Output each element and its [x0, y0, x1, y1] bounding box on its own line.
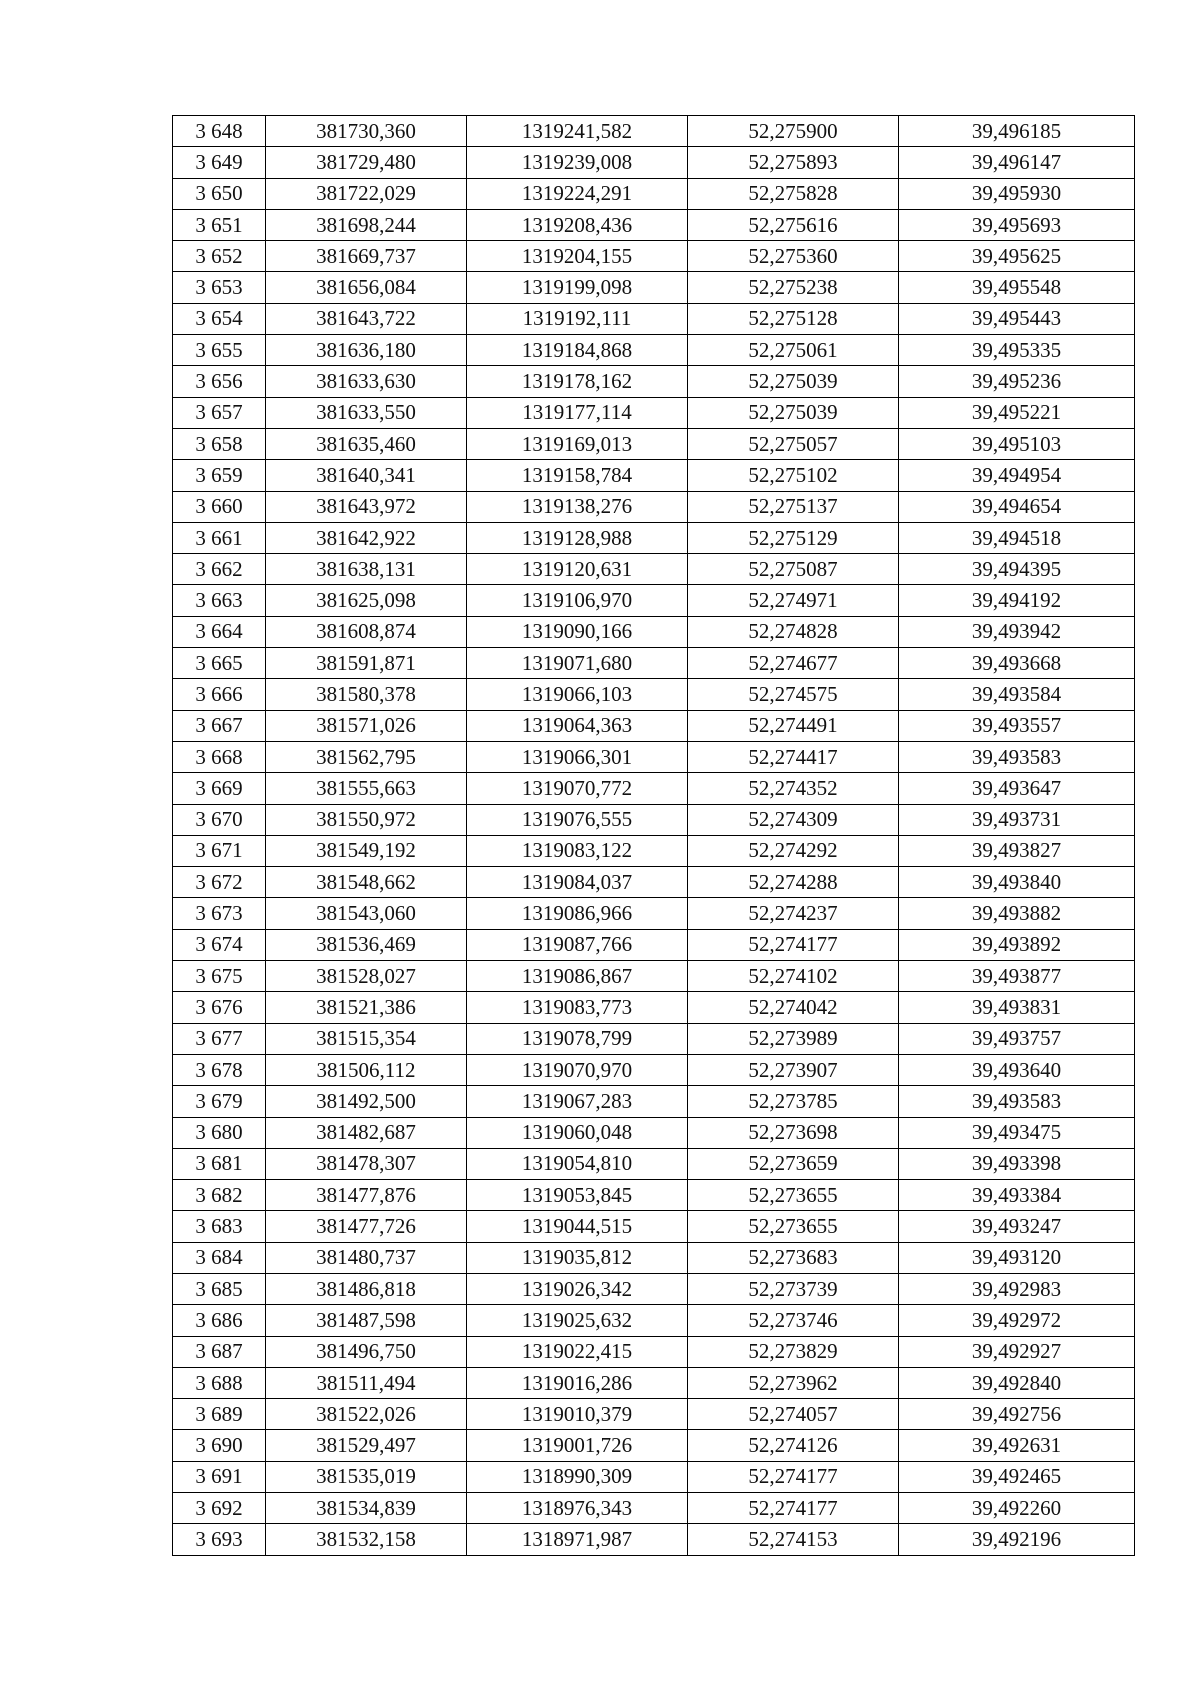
longitude-cell: 39,493942 [899, 616, 1135, 647]
y-coordinate-cell: 1319071,680 [467, 648, 688, 679]
coordinates-table [172, 115, 1135, 1556]
latitude-cell: 52,273962 [688, 1367, 899, 1398]
x-coordinate-cell: 381529,497 [266, 1430, 467, 1461]
point-number-cell: 3 659 [173, 460, 266, 491]
latitude-cell: 52,275039 [688, 366, 899, 397]
latitude-cell: 52,274042 [688, 992, 899, 1023]
latitude-cell: 52,274417 [688, 741, 899, 772]
point-number-cell: 3 661 [173, 522, 266, 553]
y-coordinate-cell: 1319060,048 [467, 1117, 688, 1148]
y-coordinate-cell: 1319204,155 [467, 241, 688, 272]
x-coordinate-cell: 381480,737 [266, 1242, 467, 1273]
table-row [173, 1086, 1135, 1117]
longitude-cell: 39,492983 [899, 1273, 1135, 1304]
x-coordinate-cell: 381478,307 [266, 1148, 467, 1179]
x-coordinate-cell: 381608,874 [266, 616, 467, 647]
y-coordinate-cell: 1319086,966 [467, 898, 688, 929]
point-number-cell: 3 660 [173, 491, 266, 522]
table-row [173, 929, 1135, 960]
x-coordinate-cell: 381698,244 [266, 209, 467, 240]
latitude-cell: 52,275129 [688, 522, 899, 553]
y-coordinate-cell: 1318976,343 [467, 1493, 688, 1524]
latitude-cell: 52,275616 [688, 209, 899, 240]
y-coordinate-cell: 1319158,784 [467, 460, 688, 491]
y-coordinate-cell: 1319054,810 [467, 1148, 688, 1179]
longitude-cell: 39,493475 [899, 1117, 1135, 1148]
x-coordinate-cell: 381633,630 [266, 366, 467, 397]
point-number-cell: 3 682 [173, 1180, 266, 1211]
point-number-cell: 3 654 [173, 303, 266, 334]
latitude-cell: 52,274177 [688, 1461, 899, 1492]
table-row [173, 1180, 1135, 1211]
point-number-cell: 3 656 [173, 366, 266, 397]
latitude-cell: 52,273739 [688, 1273, 899, 1304]
x-coordinate-cell: 381496,750 [266, 1336, 467, 1367]
x-coordinate-cell: 381580,378 [266, 679, 467, 710]
longitude-cell: 39,494954 [899, 460, 1135, 491]
latitude-cell: 52,274153 [688, 1524, 899, 1555]
longitude-cell: 39,493398 [899, 1148, 1135, 1179]
latitude-cell: 52,275128 [688, 303, 899, 334]
x-coordinate-cell: 381486,818 [266, 1273, 467, 1304]
latitude-cell: 52,274177 [688, 1493, 899, 1524]
y-coordinate-cell: 1319239,008 [467, 147, 688, 178]
point-number-cell: 3 687 [173, 1336, 266, 1367]
point-number-cell: 3 663 [173, 585, 266, 616]
table-row [173, 741, 1135, 772]
table-row [173, 616, 1135, 647]
x-coordinate-cell: 381669,737 [266, 241, 467, 272]
longitude-cell: 39,494654 [899, 491, 1135, 522]
table-row [173, 303, 1135, 334]
longitude-cell: 39,496147 [899, 147, 1135, 178]
longitude-cell: 39,493831 [899, 992, 1135, 1023]
y-coordinate-cell: 1319001,726 [467, 1430, 688, 1461]
latitude-cell: 52,275061 [688, 335, 899, 366]
y-coordinate-cell: 1319083,773 [467, 992, 688, 1023]
point-number-cell: 3 684 [173, 1242, 266, 1273]
latitude-cell: 52,275102 [688, 460, 899, 491]
latitude-cell: 52,275057 [688, 428, 899, 459]
latitude-cell: 52,274352 [688, 773, 899, 804]
point-number-cell: 3 686 [173, 1305, 266, 1336]
latitude-cell: 52,274828 [688, 616, 899, 647]
y-coordinate-cell: 1319078,799 [467, 1023, 688, 1054]
table-row [173, 522, 1135, 553]
longitude-cell: 39,493668 [899, 648, 1135, 679]
table-row [173, 1399, 1135, 1430]
latitude-cell: 52,273698 [688, 1117, 899, 1148]
point-number-cell: 3 652 [173, 241, 266, 272]
table-row [173, 1242, 1135, 1273]
y-coordinate-cell: 1319016,286 [467, 1367, 688, 1398]
y-coordinate-cell: 1319053,845 [467, 1180, 688, 1211]
y-coordinate-cell: 1319120,631 [467, 554, 688, 585]
longitude-cell: 39,495236 [899, 366, 1135, 397]
table-row [173, 679, 1135, 710]
table-row [173, 241, 1135, 272]
point-number-cell: 3 688 [173, 1367, 266, 1398]
point-number-cell: 3 666 [173, 679, 266, 710]
x-coordinate-cell: 381550,972 [266, 804, 467, 835]
x-coordinate-cell: 381638,131 [266, 554, 467, 585]
x-coordinate-cell: 381528,027 [266, 961, 467, 992]
point-number-cell: 3 670 [173, 804, 266, 835]
table-row [173, 397, 1135, 428]
y-coordinate-cell: 1319022,415 [467, 1336, 688, 1367]
point-number-cell: 3 679 [173, 1086, 266, 1117]
table-row [173, 147, 1135, 178]
coordinates-table-body [173, 116, 1135, 1556]
longitude-cell: 39,494192 [899, 585, 1135, 616]
y-coordinate-cell: 1319070,772 [467, 773, 688, 804]
latitude-cell: 52,274309 [688, 804, 899, 835]
point-number-cell: 3 657 [173, 397, 266, 428]
latitude-cell: 52,273989 [688, 1023, 899, 1054]
longitude-cell: 39,492840 [899, 1367, 1135, 1398]
x-coordinate-cell: 381535,019 [266, 1461, 467, 1492]
point-number-cell: 3 681 [173, 1148, 266, 1179]
longitude-cell: 39,493877 [899, 961, 1135, 992]
y-coordinate-cell: 1319224,291 [467, 178, 688, 209]
latitude-cell: 52,275087 [688, 554, 899, 585]
longitude-cell: 39,493882 [899, 898, 1135, 929]
table-row [173, 366, 1135, 397]
x-coordinate-cell: 381643,722 [266, 303, 467, 334]
point-number-cell: 3 678 [173, 1054, 266, 1085]
x-coordinate-cell: 381477,876 [266, 1180, 467, 1211]
table-row [173, 835, 1135, 866]
table-row [173, 1305, 1135, 1336]
y-coordinate-cell: 1319025,632 [467, 1305, 688, 1336]
x-coordinate-cell: 381522,026 [266, 1399, 467, 1430]
longitude-cell: 39,493647 [899, 773, 1135, 804]
point-number-cell: 3 668 [173, 741, 266, 772]
latitude-cell: 52,274177 [688, 929, 899, 960]
point-number-cell: 3 653 [173, 272, 266, 303]
table-row [173, 1336, 1135, 1367]
y-coordinate-cell: 1319066,103 [467, 679, 688, 710]
x-coordinate-cell: 381549,192 [266, 835, 467, 866]
x-coordinate-cell: 381730,360 [266, 116, 467, 147]
x-coordinate-cell: 381543,060 [266, 898, 467, 929]
longitude-cell: 39,494395 [899, 554, 1135, 585]
point-number-cell: 3 664 [173, 616, 266, 647]
y-coordinate-cell: 1319076,555 [467, 804, 688, 835]
x-coordinate-cell: 381656,084 [266, 272, 467, 303]
table-row [173, 710, 1135, 741]
point-number-cell: 3 671 [173, 835, 266, 866]
longitude-cell: 39,493827 [899, 835, 1135, 866]
table-row [173, 1430, 1135, 1461]
longitude-cell: 39,492927 [899, 1336, 1135, 1367]
latitude-cell: 52,275360 [688, 241, 899, 272]
point-number-cell: 3 689 [173, 1399, 266, 1430]
x-coordinate-cell: 381633,550 [266, 397, 467, 428]
longitude-cell: 39,493731 [899, 804, 1135, 835]
latitude-cell: 52,273907 [688, 1054, 899, 1085]
y-coordinate-cell: 1319184,868 [467, 335, 688, 366]
table-row [173, 773, 1135, 804]
table-row [173, 554, 1135, 585]
x-coordinate-cell: 381477,726 [266, 1211, 467, 1242]
y-coordinate-cell: 1319087,766 [467, 929, 688, 960]
longitude-cell: 39,493584 [899, 679, 1135, 710]
latitude-cell: 52,274491 [688, 710, 899, 741]
y-coordinate-cell: 1319192,111 [467, 303, 688, 334]
y-coordinate-cell: 1319086,867 [467, 961, 688, 992]
latitude-cell: 52,274292 [688, 835, 899, 866]
y-coordinate-cell: 1319177,114 [467, 397, 688, 428]
x-coordinate-cell: 381532,158 [266, 1524, 467, 1555]
longitude-cell: 39,493120 [899, 1242, 1135, 1273]
latitude-cell: 52,274575 [688, 679, 899, 710]
x-coordinate-cell: 381492,500 [266, 1086, 467, 1117]
x-coordinate-cell: 381515,354 [266, 1023, 467, 1054]
latitude-cell: 52,274288 [688, 867, 899, 898]
point-number-cell: 3 692 [173, 1493, 266, 1524]
y-coordinate-cell: 1319138,276 [467, 491, 688, 522]
y-coordinate-cell: 1319070,970 [467, 1054, 688, 1085]
longitude-cell: 39,493892 [899, 929, 1135, 960]
table-row [173, 1367, 1135, 1398]
latitude-cell: 52,274126 [688, 1430, 899, 1461]
y-coordinate-cell: 1319128,988 [467, 522, 688, 553]
longitude-cell: 39,492260 [899, 1493, 1135, 1524]
longitude-cell: 39,493840 [899, 867, 1135, 898]
y-coordinate-cell: 1319035,812 [467, 1242, 688, 1273]
y-coordinate-cell: 1319090,166 [467, 616, 688, 647]
table-row [173, 804, 1135, 835]
table-row [173, 1054, 1135, 1085]
longitude-cell: 39,495548 [899, 272, 1135, 303]
latitude-cell: 52,273785 [688, 1086, 899, 1117]
latitude-cell: 52,275900 [688, 116, 899, 147]
y-coordinate-cell: 1319066,301 [467, 741, 688, 772]
longitude-cell: 39,492196 [899, 1524, 1135, 1555]
longitude-cell: 39,493583 [899, 1086, 1135, 1117]
x-coordinate-cell: 381636,180 [266, 335, 467, 366]
longitude-cell: 39,495221 [899, 397, 1135, 428]
longitude-cell: 39,492465 [899, 1461, 1135, 1492]
y-coordinate-cell: 1318971,987 [467, 1524, 688, 1555]
x-coordinate-cell: 381548,662 [266, 867, 467, 898]
point-number-cell: 3 690 [173, 1430, 266, 1461]
longitude-cell: 39,496185 [899, 116, 1135, 147]
x-coordinate-cell: 381536,469 [266, 929, 467, 960]
table-row [173, 491, 1135, 522]
point-number-cell: 3 676 [173, 992, 266, 1023]
y-coordinate-cell: 1319026,342 [467, 1273, 688, 1304]
point-number-cell: 3 673 [173, 898, 266, 929]
longitude-cell: 39,493384 [899, 1180, 1135, 1211]
latitude-cell: 52,275893 [688, 147, 899, 178]
x-coordinate-cell: 381729,480 [266, 147, 467, 178]
longitude-cell: 39,493583 [899, 741, 1135, 772]
longitude-cell: 39,495930 [899, 178, 1135, 209]
longitude-cell: 39,493247 [899, 1211, 1135, 1242]
latitude-cell: 52,273659 [688, 1148, 899, 1179]
point-number-cell: 3 691 [173, 1461, 266, 1492]
y-coordinate-cell: 1319208,436 [467, 209, 688, 240]
latitude-cell: 52,274102 [688, 961, 899, 992]
x-coordinate-cell: 381555,663 [266, 773, 467, 804]
x-coordinate-cell: 381591,871 [266, 648, 467, 679]
latitude-cell: 52,275039 [688, 397, 899, 428]
longitude-cell: 39,495335 [899, 335, 1135, 366]
point-number-cell: 3 650 [173, 178, 266, 209]
latitude-cell: 52,274057 [688, 1399, 899, 1430]
longitude-cell: 39,492631 [899, 1430, 1135, 1461]
point-number-cell: 3 658 [173, 428, 266, 459]
table-row [173, 272, 1135, 303]
longitude-cell: 39,495693 [899, 209, 1135, 240]
point-number-cell: 3 677 [173, 1023, 266, 1054]
x-coordinate-cell: 381487,598 [266, 1305, 467, 1336]
point-number-cell: 3 651 [173, 209, 266, 240]
table-row [173, 867, 1135, 898]
table-row [173, 1461, 1135, 1492]
x-coordinate-cell: 381482,687 [266, 1117, 467, 1148]
longitude-cell: 39,493757 [899, 1023, 1135, 1054]
table-row [173, 1148, 1135, 1179]
point-number-cell: 3 675 [173, 961, 266, 992]
latitude-cell: 52,274237 [688, 898, 899, 929]
longitude-cell: 39,492972 [899, 1305, 1135, 1336]
latitude-cell: 52,275828 [688, 178, 899, 209]
y-coordinate-cell: 1318990,309 [467, 1461, 688, 1492]
table-row [173, 1117, 1135, 1148]
point-number-cell: 3 693 [173, 1524, 266, 1555]
y-coordinate-cell: 1319199,098 [467, 272, 688, 303]
latitude-cell: 52,273655 [688, 1180, 899, 1211]
y-coordinate-cell: 1319084,037 [467, 867, 688, 898]
x-coordinate-cell: 381534,839 [266, 1493, 467, 1524]
point-number-cell: 3 662 [173, 554, 266, 585]
table-row [173, 992, 1135, 1023]
latitude-cell: 52,274677 [688, 648, 899, 679]
x-coordinate-cell: 381571,026 [266, 710, 467, 741]
table-row [173, 209, 1135, 240]
table-row [173, 1023, 1135, 1054]
table-row [173, 1493, 1135, 1524]
latitude-cell: 52,273746 [688, 1305, 899, 1336]
y-coordinate-cell: 1319083,122 [467, 835, 688, 866]
x-coordinate-cell: 381642,922 [266, 522, 467, 553]
table-row [173, 116, 1135, 147]
longitude-cell: 39,492756 [899, 1399, 1135, 1430]
longitude-cell: 39,495443 [899, 303, 1135, 334]
x-coordinate-cell: 381506,112 [266, 1054, 467, 1085]
longitude-cell: 39,494518 [899, 522, 1135, 553]
latitude-cell: 52,273683 [688, 1242, 899, 1273]
table-row [173, 585, 1135, 616]
point-number-cell: 3 685 [173, 1273, 266, 1304]
latitude-cell: 52,273829 [688, 1336, 899, 1367]
latitude-cell: 52,275137 [688, 491, 899, 522]
y-coordinate-cell: 1319044,515 [467, 1211, 688, 1242]
table-row [173, 1524, 1135, 1555]
point-number-cell: 3 669 [173, 773, 266, 804]
longitude-cell: 39,493640 [899, 1054, 1135, 1085]
y-coordinate-cell: 1319064,363 [467, 710, 688, 741]
table-row [173, 898, 1135, 929]
point-number-cell: 3 648 [173, 116, 266, 147]
longitude-cell: 39,495103 [899, 428, 1135, 459]
point-number-cell: 3 665 [173, 648, 266, 679]
table-row [173, 1211, 1135, 1242]
x-coordinate-cell: 381562,795 [266, 741, 467, 772]
table-row [173, 1273, 1135, 1304]
point-number-cell: 3 683 [173, 1211, 266, 1242]
table-row [173, 428, 1135, 459]
point-number-cell: 3 667 [173, 710, 266, 741]
point-number-cell: 3 655 [173, 335, 266, 366]
longitude-cell: 39,495625 [899, 241, 1135, 272]
y-coordinate-cell: 1319010,379 [467, 1399, 688, 1430]
x-coordinate-cell: 381640,341 [266, 460, 467, 491]
x-coordinate-cell: 381521,386 [266, 992, 467, 1023]
point-number-cell: 3 672 [173, 867, 266, 898]
point-number-cell: 3 674 [173, 929, 266, 960]
y-coordinate-cell: 1319169,013 [467, 428, 688, 459]
point-number-cell: 3 680 [173, 1117, 266, 1148]
table-row [173, 178, 1135, 209]
y-coordinate-cell: 1319067,283 [467, 1086, 688, 1117]
latitude-cell: 52,273655 [688, 1211, 899, 1242]
x-coordinate-cell: 381511,494 [266, 1367, 467, 1398]
table-row [173, 648, 1135, 679]
longitude-cell: 39,493557 [899, 710, 1135, 741]
x-coordinate-cell: 381625,098 [266, 585, 467, 616]
latitude-cell: 52,274971 [688, 585, 899, 616]
table-row [173, 335, 1135, 366]
x-coordinate-cell: 381635,460 [266, 428, 467, 459]
y-coordinate-cell: 1319106,970 [467, 585, 688, 616]
table-row [173, 961, 1135, 992]
latitude-cell: 52,275238 [688, 272, 899, 303]
y-coordinate-cell: 1319241,582 [467, 116, 688, 147]
point-number-cell: 3 649 [173, 147, 266, 178]
y-coordinate-cell: 1319178,162 [467, 366, 688, 397]
x-coordinate-cell: 381722,029 [266, 178, 467, 209]
x-coordinate-cell: 381643,972 [266, 491, 467, 522]
table-row [173, 460, 1135, 491]
